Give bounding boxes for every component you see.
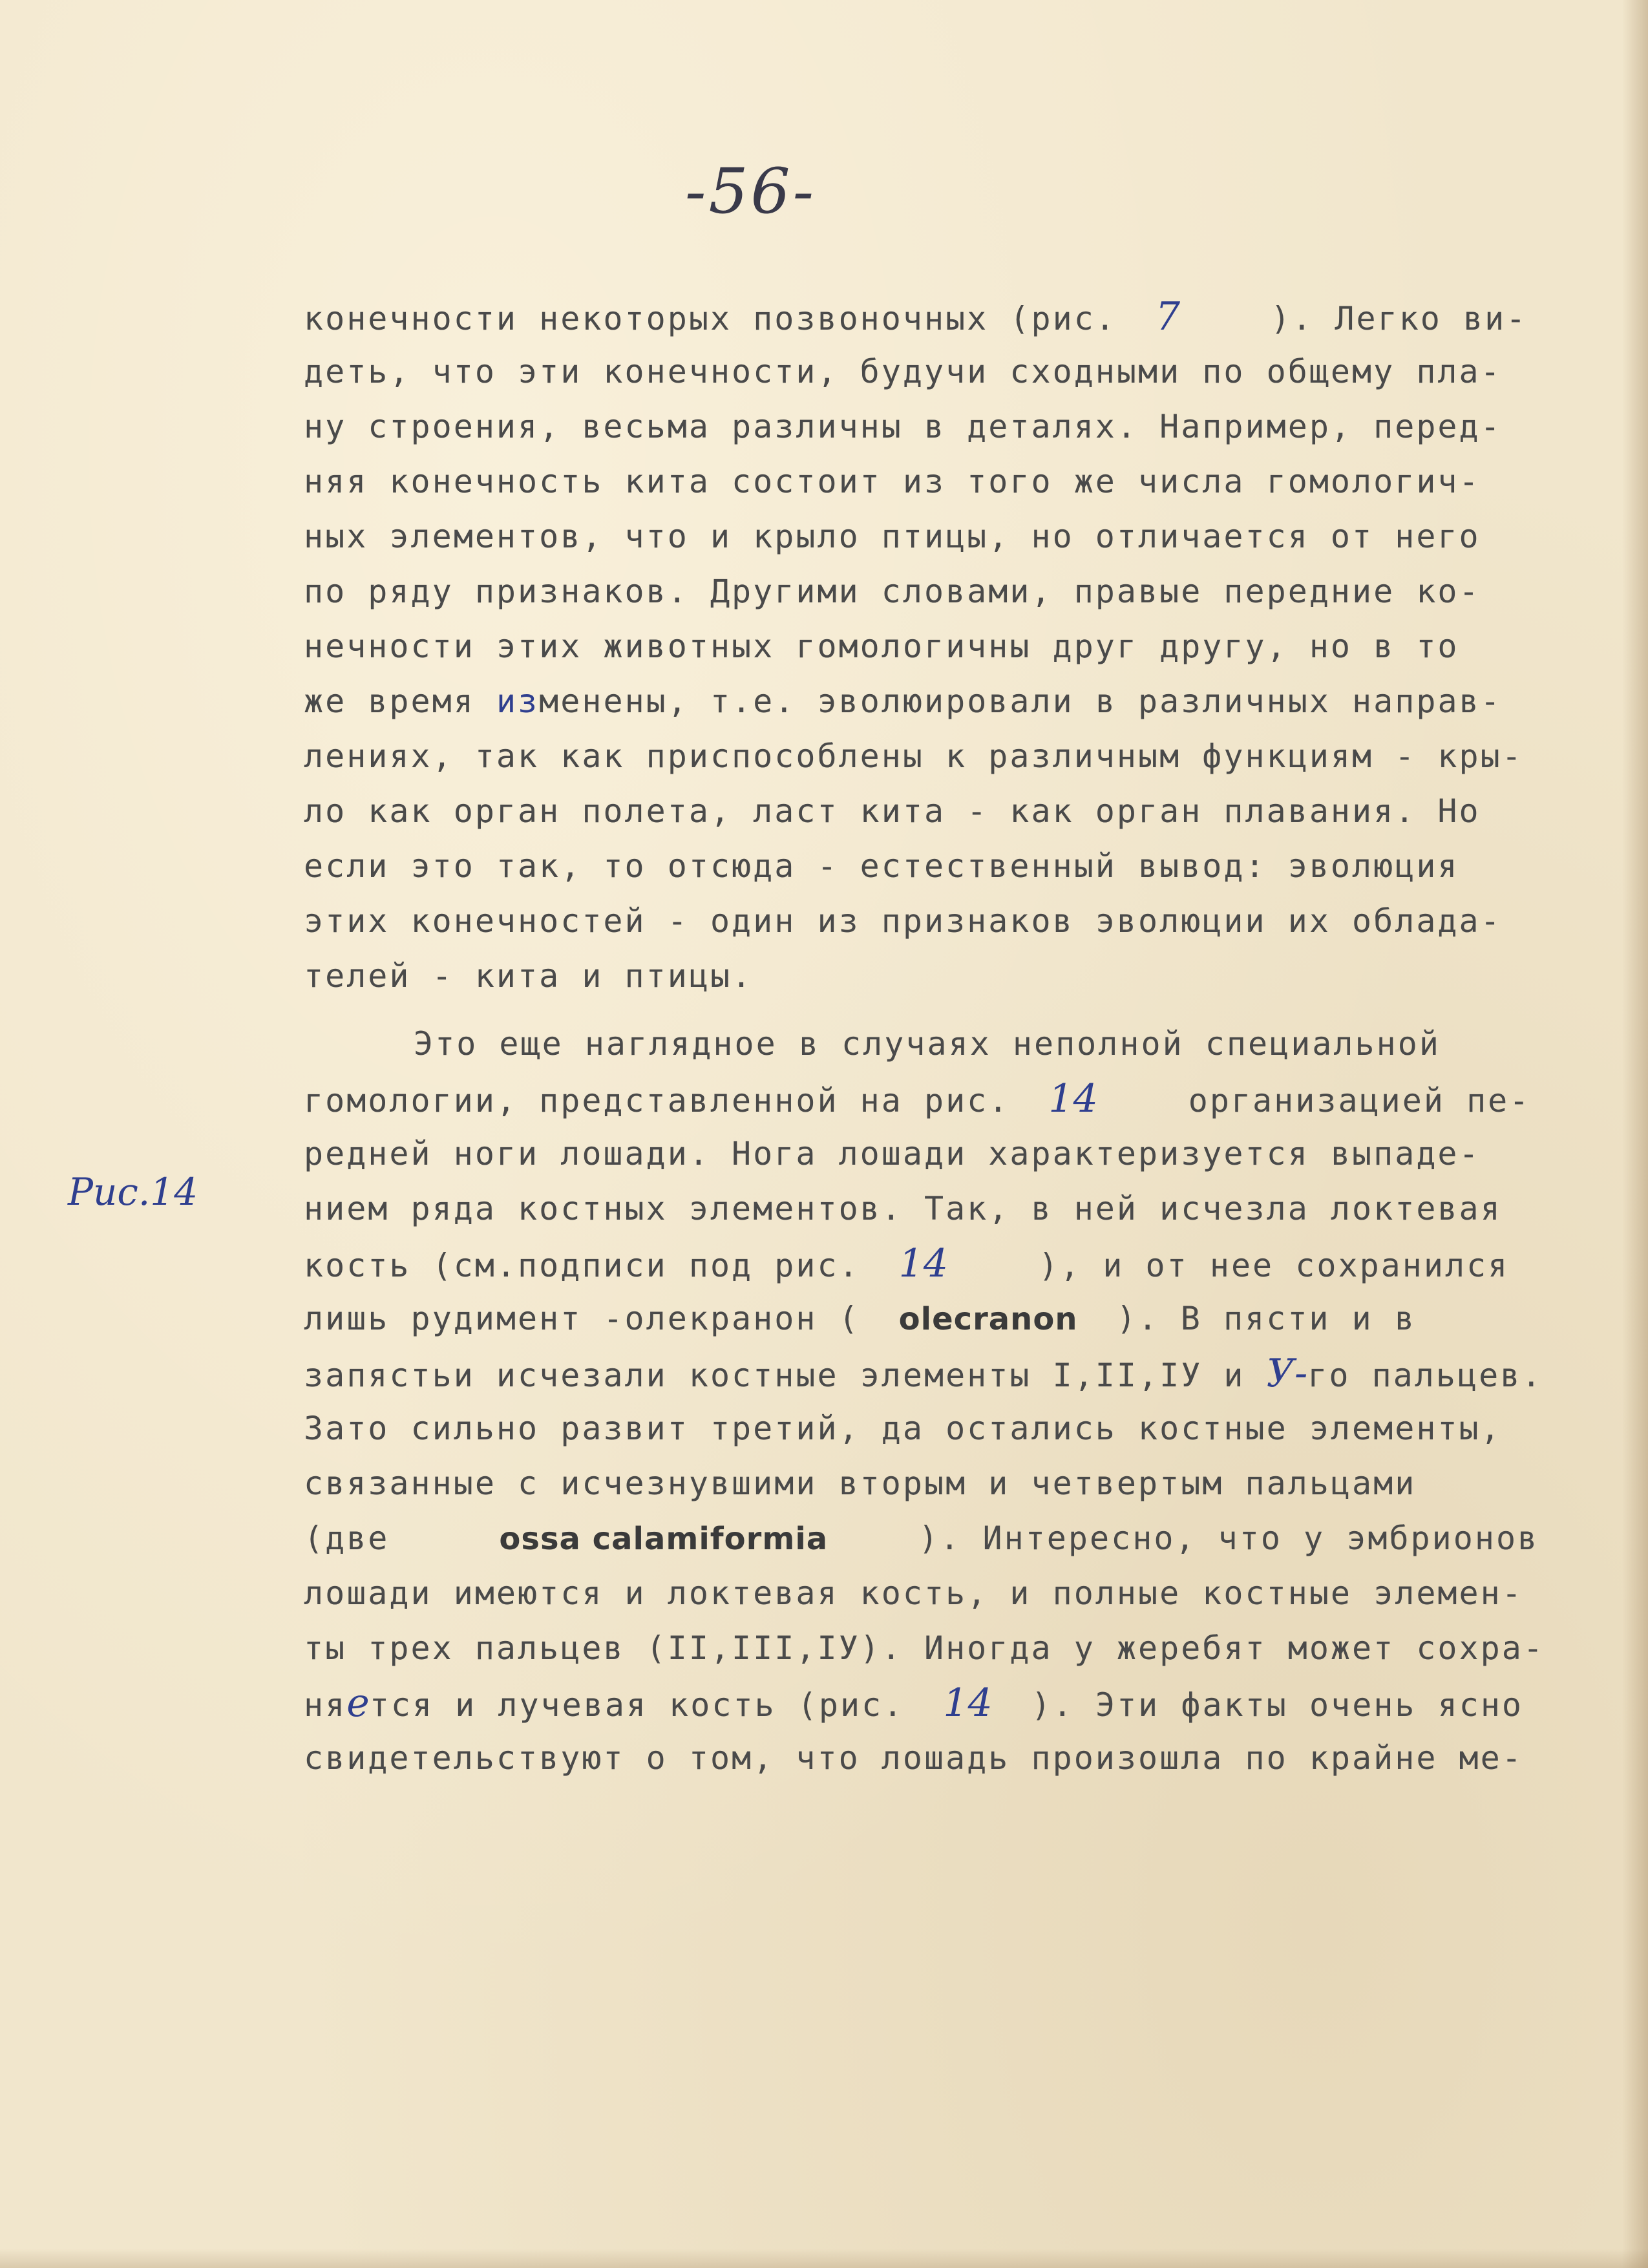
text-line: гомологии, представленной на рис. 14 организацией пе-	[304, 1076, 1531, 1121]
text-line: кость (см.подписи под рис. 14 ), и от нее сохранился	[304, 1241, 1510, 1286]
text-line: ло как орган полета, ласт кита - как орган плавания. Но	[304, 792, 1481, 830]
text-line: лениях, так как приспособлены к различным функциям - кры-	[304, 737, 1523, 775]
text-line: же время изменены, т.е. эволюировали в различных направ-	[304, 683, 1502, 720]
latin-term: ossa calamiformia	[499, 1521, 829, 1557]
text-line: няется и лучевая кость (рис. 14 ). Эти факты очень ясно	[304, 1680, 1524, 1726]
text-line: запястьи исчезали костные элементы I,II,IУ и У-го пальцев.	[304, 1351, 1543, 1396]
text-line: нечности этих животных гомологичны друг другу, но в то	[304, 628, 1459, 665]
text-line: телей - кита и птицы.	[304, 957, 754, 995]
text-line: ных элементов, что и крыло птицы, но отличается от него	[304, 518, 1481, 555]
text-line: Зато сильно развит третий, да остались костные элементы,	[304, 1410, 1502, 1447]
ink-correction: е	[346, 1680, 370, 1726]
figure-number: 7	[1155, 294, 1181, 339]
ink-correction: У-	[1266, 1351, 1308, 1396]
text-line: няя конечность кита состоит из того же числа гомологич-	[304, 463, 1481, 500]
text-line: свидетельствуют о том, что лошадь произошла по крайне ме-	[304, 1739, 1523, 1777]
text-line: если это так, то отсюда - естественный вывод: эволюция	[304, 847, 1459, 885]
paper-edge-right	[1622, 0, 1648, 2268]
ink-correction: из	[496, 683, 540, 720]
figure-number: 14	[1048, 1076, 1098, 1121]
text-line: деть, что эти конечности, будучи сходными по общему пла-	[304, 353, 1502, 390]
text-line: конечности некоторых позвоночных (рис. 7 ). Легко ви-	[304, 294, 1528, 339]
text-line: лошади имеются и локтевая кость, и полные костные элемен-	[304, 1574, 1523, 1612]
figure-number: 14	[898, 1241, 949, 1286]
text-line: этих конечностей - один из признаков эволюции их облада-	[304, 902, 1502, 940]
text-line: (две ossa calamiformia ). Интересно, что у эмбрионов	[304, 1520, 1539, 1557]
margin-note: Рис.14	[68, 1170, 198, 1214]
text-line: редней ноги лошади. Нога лошади характеризуется выпаде-	[304, 1135, 1481, 1172]
text-line: ну строения, весьма различны в деталях. Например, перед-	[304, 408, 1502, 445]
text-line: Это еще наглядное в случаях неполной специальной	[414, 1025, 1441, 1063]
text-line: нием ряда костных элементов. Так, в ней исчезла локтевая	[304, 1190, 1502, 1227]
text-line: лишь рудимент -олекранон ( olecranon ). В пясти и в	[304, 1300, 1416, 1337]
paper-edge-bottom	[0, 2249, 1648, 2268]
text-line: связанные с исчезнувшими вторым и четвертым пальцами	[304, 1465, 1417, 1502]
figure-number: 14	[943, 1680, 993, 1726]
latin-term: olecranon	[898, 1301, 1078, 1337]
page-number: -56-	[685, 155, 817, 228]
text-line: ты трех пальцев (II,III,IУ). Иногда у жеребят может сохра-	[304, 1629, 1545, 1667]
text-line: по ряду признаков. Другими словами, правые передние ко-	[304, 573, 1481, 610]
